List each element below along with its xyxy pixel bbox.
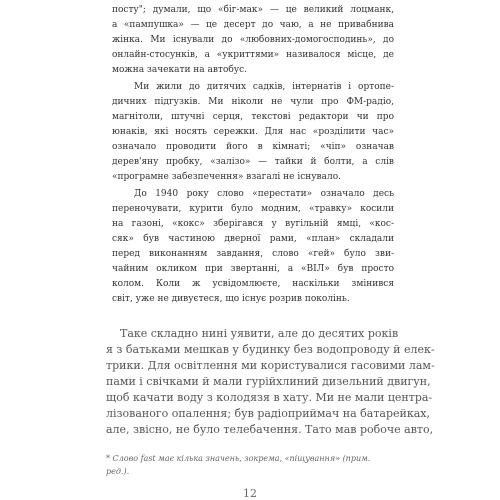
text-line: пами і свічками й мали гурійхлиний дизельний двигун, xyxy=(106,375,431,388)
footnote-line: ред.). xyxy=(106,467,130,476)
text-line: на газоні, «кокс» зберігався у вугільній ямці, «кос- xyxy=(112,219,394,229)
text-line: онлайн-стосунків, а «укриттями» називалося місце, де xyxy=(112,50,394,60)
page-number: 12 xyxy=(243,487,257,500)
text-line: переночувати, курити було модним, «травку» косили xyxy=(112,204,394,214)
text-line: жінка. Ми існували до «любовних-домогосподинь», до xyxy=(112,35,394,45)
text-line: я з батьками мешкав у будинку без водопроводу й елек- xyxy=(106,343,435,356)
text-line: лізованого опалення; був радіоприймач на батарейках, xyxy=(106,407,430,420)
text-line: щоб качати воду з колодязя в хату. Ми не мали центра- xyxy=(106,391,433,404)
text-line: Ми жили до дитячих садків, інтернатів і ортопе- xyxy=(134,82,394,92)
text-line: але, звісно, не було телебачення. Тато мав робоче авто, xyxy=(106,423,434,436)
text-line: дичних підгузків. Ми ніколи не чули про ФМ-радіо, xyxy=(112,97,394,107)
text-line: магнітоли, штучні серця, текстові редактори чи про xyxy=(112,112,394,122)
text-line: можна зачекати на автобус. xyxy=(112,65,247,75)
text-line: чайним окликом при звертанні, а «ВІЛ» був просто xyxy=(112,264,394,274)
paragraph-4 xyxy=(106,326,435,438)
text-line: «програмне забезпечення» взагалі не існувало. xyxy=(112,172,341,182)
text-line: посту"; думали, що «біг-мак» — це великий лоцманк, xyxy=(112,5,394,15)
footnote-line: * Слово fast має кілька значень, зокрема, «піщування» (прим. xyxy=(106,454,371,463)
text-line: означало проводити його в кімнаті; «чіп» означав xyxy=(112,142,394,152)
text-line: юнаків, які носять сережки. Для нас «розділити час» xyxy=(112,127,394,137)
footnote xyxy=(106,452,398,478)
paragraph-2 xyxy=(112,80,394,185)
text-line: Таке складно нині уявити, але до десятих років xyxy=(120,327,399,340)
text-line: а «пампушка» — це десерт до чаю, а не привабнива xyxy=(112,20,394,30)
text-line: перед виконанням завдання, слово «гей» було зви- xyxy=(112,249,394,259)
paragraph-1 xyxy=(112,3,394,78)
text-line: світ, уже не дивуєтеся, що існує розрив поколінь. xyxy=(112,294,350,304)
text-line: дерев'яну пробку, «залізо» — тайки й болти, а слів xyxy=(112,157,394,167)
text-line: трики. Для освітлення ми користувалися гасовими лам- xyxy=(106,359,435,372)
text-line: До 1940 року слово «перестати» означало десь xyxy=(134,189,394,199)
paragraph-3 xyxy=(112,187,394,307)
text-line: колом. Коли ж усвідомлюєте, наскільки змінився xyxy=(112,279,394,289)
text-line: сяк» був частиною дверної рами, «план» складали xyxy=(112,234,394,244)
